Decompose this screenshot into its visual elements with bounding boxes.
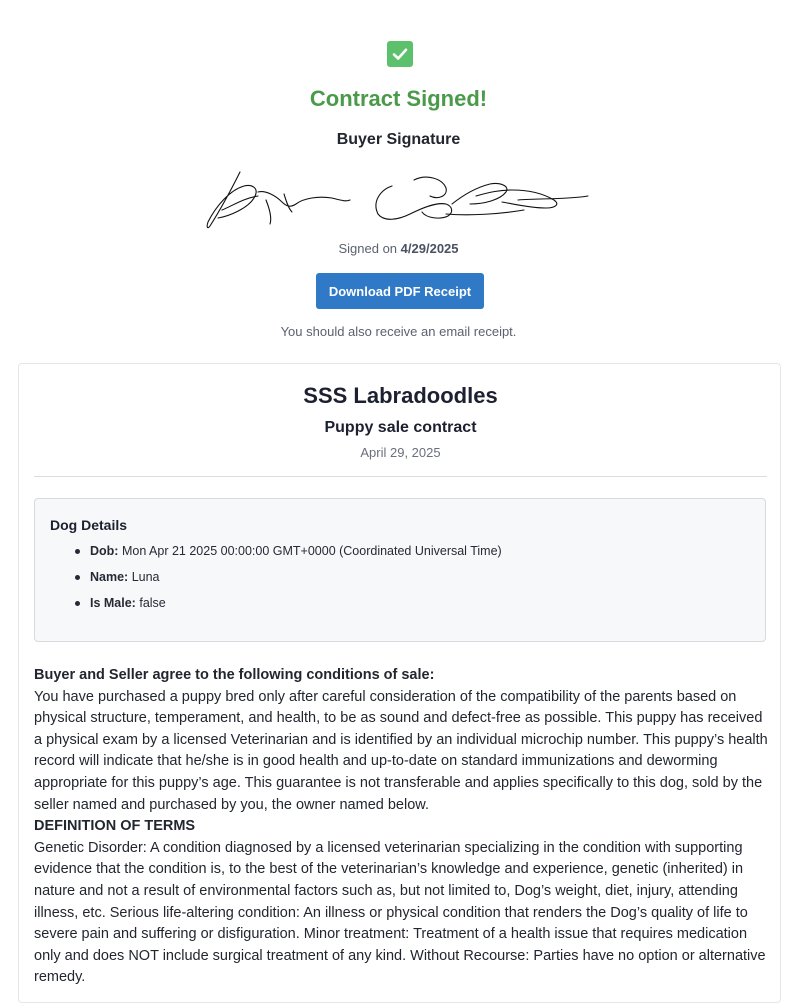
divider (34, 476, 767, 477)
contract-subtitle: Puppy sale contract (324, 419, 477, 436)
dog-details-list (75, 543, 502, 621)
definitions-text: Genetic Disorder: A condition diagnosed by a licensed veterinarian specializing in the condition with supporting evidence that the condition is, to the best of the veterinarian’s knowledge and experience, genetic (inherited) in nature and not a result of environmental factors such as, but not limited to, Dog’s weight, diet, injury, attending illness, etc. Serious life-altering condition: An illness or physical condition that renders the Dog’s quality of life to severe pain and suffering or disfiguration. Minor treatment: Treatment of a health issue that requires medication only and does NOT include surgical treatment of any kind. Without Recourse: Parties have no option or alternative remedy. (34, 839, 766, 986)
conditions-heading: Buyer and Seller agree to the following conditions of sale: (34, 667, 435, 683)
contract-card (18, 363, 781, 1003)
contract-date: April 29, 2025 (360, 445, 441, 460)
checkbox-checked-icon (387, 41, 413, 67)
signed-date: 4/29/2025 (400, 241, 459, 256)
list-item (75, 569, 502, 595)
detail-key: Is Male: (90, 596, 136, 610)
list-item (75, 595, 502, 621)
signed-on-prefix: Signed on (338, 241, 398, 256)
detail-value: Mon Apr 21 2025 00:00:00 GMT+0000 (Coordinated Universal Time) (121, 544, 502, 558)
detail-value: Luna (131, 570, 160, 584)
dog-details-panel (34, 498, 766, 642)
detail-value: false (139, 596, 166, 610)
company-name: SSS Labradoodles (303, 383, 498, 408)
signature-label: Buyer Signature (336, 131, 461, 148)
list-item (75, 543, 502, 569)
download-pdf-receipt-button[interactable]: Download PDF Receipt (316, 273, 484, 309)
dog-details-heading: Dog Details (50, 517, 128, 533)
definitions-heading: DEFINITION OF TERMS (34, 818, 196, 835)
buyer-signature-image (200, 160, 590, 235)
contract-terms (34, 665, 774, 989)
page-title: Contract Signed! (309, 86, 488, 111)
detail-key: Name: (90, 570, 129, 584)
confirmation-header (0, 0, 797, 360)
conditions-text: You have purchased a puppy bred only after careful consideration of the compatibility of the parents based on physical structure, temperament, and health, to be as sound and defect-free as possible. This puppy has received a physical exam by a licensed Veterinarian and is identified by an individual microchip number. This puppy’s health record will indicate that he/she is in good health and up-to-date on standard immunizations and deworming appropriate for this puppy’s age. This guarantee is not transferable and applies specifically to this dog, sold by the seller named and purchased by you, the owner named below. (34, 688, 768, 813)
detail-key: Dob: (90, 544, 119, 558)
signed-on-text (0, 241, 797, 256)
email-receipt-note: You should also receive an email receipt. (280, 324, 517, 339)
